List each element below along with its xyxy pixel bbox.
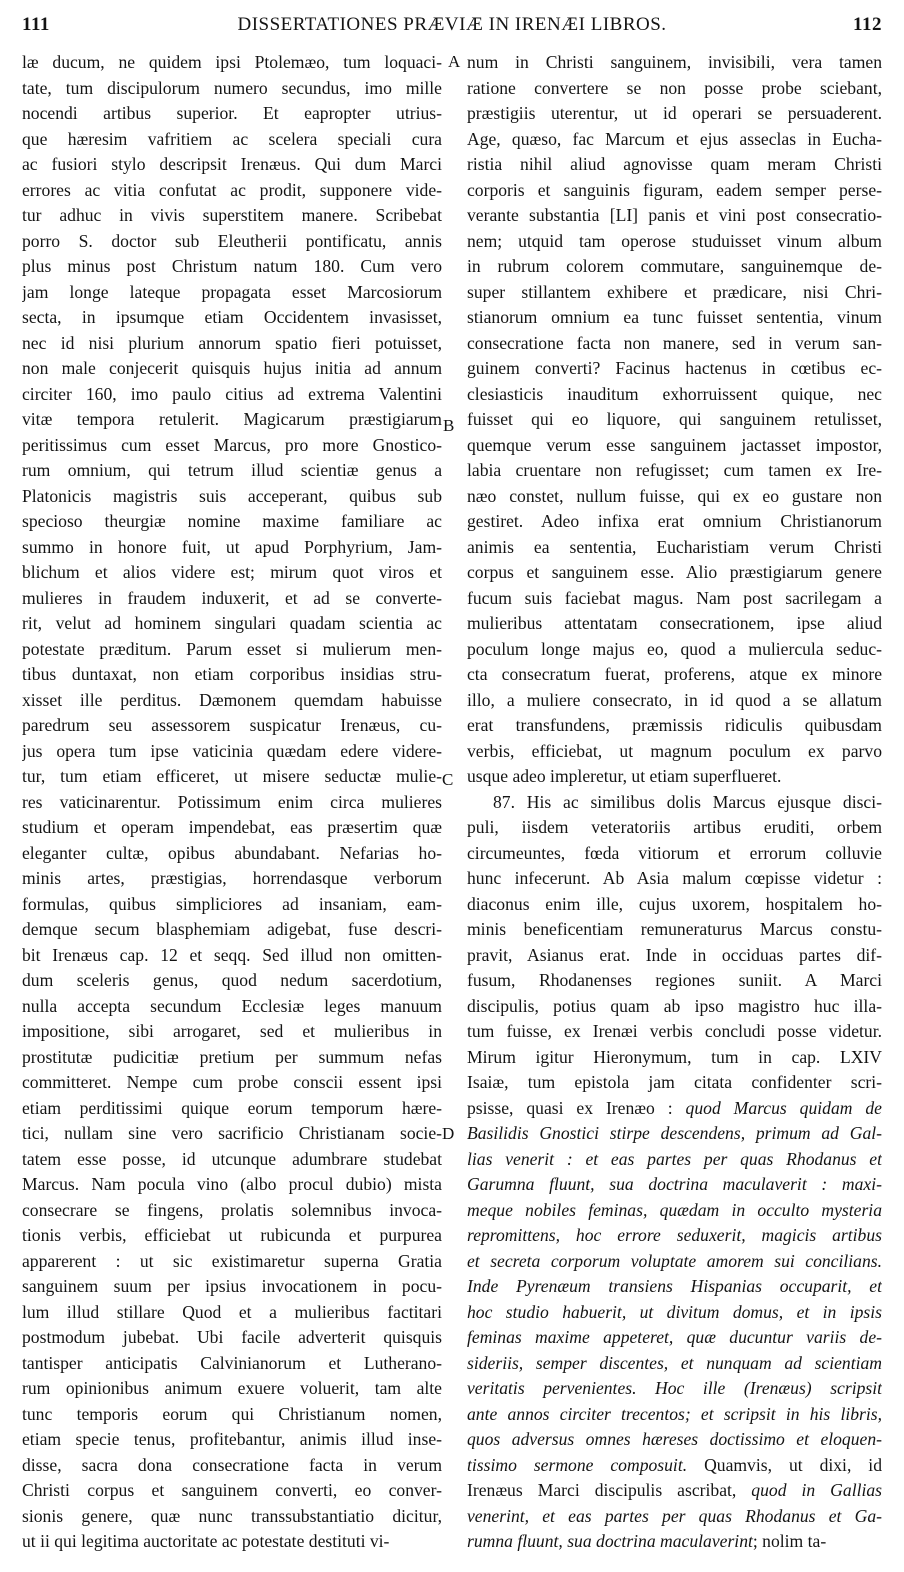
text-line: fucum suis faciebat magus. Nam post sacrilegam a — [467, 587, 882, 608]
text-line: ratione convertere se non posse probe sciebant, — [467, 77, 882, 98]
text-line: dum sceleris genus, quod nedum sacerdotium, — [22, 970, 442, 990]
text-line: sionis genere, quæ nunc transsubstantiatio dicitur, — [22, 1505, 442, 1526]
text-line: illo, a muliere consecrato, in id quod a se allatum — [467, 689, 882, 710]
text-line: secta, in ipsumque etiam Occidentem invasisset, — [22, 307, 442, 327]
italic-run: ante annos circiter trecentos; et scripsit in his libris, — [467, 1403, 882, 1424]
text-line: cta consecratum fuerat, proferens, atque ex minore — [467, 664, 882, 684]
text-line — [467, 1478, 882, 1504]
italic-run: venerint, et eas partes per quas Rhodanus et Ga- — [467, 1505, 882, 1526]
text-line — [467, 1376, 882, 1402]
text-line: ut ii qui legitima auctoritate ac potestate destituti vi- — [22, 1531, 390, 1551]
text-line: in rubrum colorem commutare, sanguinemque de- — [467, 256, 882, 276]
text-line: præstigiis uterentur, ut id operari se persuaderent. — [467, 103, 882, 123]
text-line: tantisper anticipatis Calvinianorum et Lutherano- — [22, 1352, 442, 1373]
text-line: bit Irenæus cap. 12 et seqq. Sed illud non omitten- — [22, 944, 442, 965]
text-line: nem; utquid tam operose studuisset vinum album — [467, 230, 882, 251]
text-line: Age, quæso, fac Marcum et ejus asseclas in Eucha- — [467, 128, 882, 149]
italic-run: quod in Gallias — [751, 1480, 882, 1500]
text-line: formulas, quibus simpliciores ad insaniam, eam- — [22, 893, 442, 914]
margin-marker-c: C — [442, 770, 454, 789]
text-line: que hæresim vafritiem ac scelera speciali cura — [22, 128, 442, 149]
text-line — [467, 1147, 882, 1173]
text-line: disse, sacra dona consecratione facta in verum — [22, 1454, 442, 1475]
text-line: tate, tum discipulorum numero secundus, imo mille — [22, 77, 442, 98]
italic-run: tissimo sermone composuit. — [467, 1454, 688, 1475]
text-line: paredrum seu assessorem suspicatur Irenæus, cu- — [22, 715, 442, 735]
right-column — [467, 50, 882, 1555]
text-line: porro S. doctor sub Eleutherii pontificatu, annis — [22, 230, 442, 251]
running-header — [22, 14, 882, 38]
text-line — [467, 1453, 882, 1479]
text-line: mulieribus attentatam consecrationem, ipse aliud — [467, 613, 882, 633]
italic-run: feminas maxime appeteret, quæ ducuntur variis de- — [467, 1327, 882, 1347]
text-run: ; nolim ta- — [752, 1531, 827, 1551]
text-line — [467, 1504, 882, 1530]
text-line: fuisset qui eo liquore, qui sanguinem retulisset, — [467, 409, 882, 429]
text-line: vitæ tempora retulerit. Magicarum præstigiarum — [22, 409, 442, 429]
text-line — [467, 1274, 882, 1300]
text-line: rum omnium, qui tetrum illud scientiæ genus a — [22, 460, 442, 480]
text-line: minis beneficentiam remuneraturus Marcus constu- — [467, 919, 882, 939]
text-line: fusum, Rhodanenses regiones suniit. A Marci — [467, 970, 882, 990]
text-line: tici, nullam sine vero sacrificio Christianam socie- — [22, 1123, 442, 1143]
text-line: studium et operam impendebat, eas præsertim quæ — [22, 817, 442, 837]
text-line: gestiret. Adeo infixa erat omnium Christianorum — [467, 511, 882, 531]
text-line: hunc infecerunt. Ab Asia malum cœpisse videtur : — [467, 868, 882, 888]
text-line: consecrare se fingens, prolatis solemnibus invoca- — [22, 1199, 442, 1220]
text-line: næo constet, nullum fuisse, qui ex eo gustare non — [467, 485, 882, 506]
text-line: circumeuntes, fœda vitiorum et errorum colluvie — [467, 842, 882, 863]
text-line: etiam specie tenus, profitebantur, animis illud inse- — [22, 1429, 442, 1449]
text-line: clesiasticis inauditum exhorruissent quique, nec — [467, 383, 882, 404]
text-line: super stillantem exhibere et prædicare, nisi Chri- — [467, 281, 882, 302]
text-line: tur, tum etiam efficeret, ut misere seductæ mulie- — [22, 766, 442, 786]
text-line: labia cruentare non refugisset; cum tamen ex Ire- — [467, 460, 882, 480]
text-line: puli, iisdem veteratoriis artibus eruditi, orbem — [467, 817, 882, 837]
text-line: xisset ille perditus. Dæmonem quemdam habuisse — [22, 689, 442, 710]
text-line: num in Christi sanguinem, invisibili, vera tamen — [467, 52, 882, 72]
text-line: committeret. Nempe cum probe conscii essent ipsi — [22, 1072, 442, 1092]
text-line: Mirum igitur Hieronymum, tum in cap. LXIV — [467, 1046, 882, 1067]
text-line: impositione, sibi arrogaret, sed et mulieribus in — [22, 1021, 442, 1041]
text-line: minis artes, præstigias, horrendasque verborum — [22, 868, 442, 888]
text-line: mulieres in fraudem induxerit, et ad se converte- — [22, 587, 442, 608]
text-line: non male conjecerit quisquis hujus initia ad annum — [22, 358, 442, 378]
text-line: ac fusiori stylo descripsit Irenæus. Qui dum Marci — [22, 154, 442, 174]
italic-run: Basilidis Gnostici stirpe descendens, primum ad Gal- — [467, 1123, 882, 1143]
text-line: errores ac vitia confutat ac prodit, supponere vide- — [22, 179, 442, 200]
text-line — [467, 1121, 882, 1147]
text-line: diaconus enim ille, cujus uxorem, hospitalem ho- — [467, 893, 882, 914]
text-line: 87. His ac similibus dolis Marcus ejusque disci- — [493, 791, 882, 812]
text-line: tur adhuc in vivis superstitem manere. Scribebat — [22, 205, 442, 225]
text-line: stianorum omnium ea tunc fuisset sententia, vinum — [467, 307, 882, 327]
margin-marker-a: A — [448, 52, 461, 71]
text-line: discipulis, potius quam ab ipso magistro huc illa- — [467, 995, 882, 1016]
text-line: eleganter cultæ, opibus abundabant. Nefarias ho- — [22, 842, 442, 863]
text-line: rit, velut ad hominem singulari quadam scientia ac — [22, 613, 442, 633]
text-line: pravit, Asianus erat. Inde in occiduas partes dif- — [467, 944, 882, 965]
text-line: etiam perditissimi quique eorum temporum hære- — [22, 1097, 442, 1118]
text-line: specioso theurgiæ nomine maxime familiare ac — [22, 511, 442, 531]
text-line — [467, 1096, 882, 1122]
text-line — [467, 1529, 882, 1555]
text-line: corpus et sanguinem esse. Alio præstigiarum genere — [467, 562, 882, 582]
text-line: guinem converti? Facinus hactenus in cœtibus ec- — [467, 358, 882, 378]
text-line: nulla accepta secundum Ecclesiæ leges manuum — [22, 995, 442, 1016]
text-line: potestate præditum. Parum esset si mulierum men- — [22, 638, 442, 659]
text-line: quemque verum esse sanguinem jactasset impostor, — [467, 434, 882, 455]
text-line: corporis et sanguinis figuram, eadem semper perse- — [467, 179, 882, 200]
text-line: sanguinem suum per ipsius invocationem in pocu- — [22, 1276, 442, 1296]
text-line: Christi corpus et sanguinem converti, eo conver- — [22, 1480, 442, 1500]
italic-run: sideriis, semper discentes, et nunquam ad scientiam — [467, 1352, 882, 1373]
text-line: usque adeo impleretur, ut etiam superflueret. — [467, 766, 782, 786]
italic-run: meque nobiles feminas, quædam in occulto mysteria — [467, 1199, 882, 1220]
text-line: blichum et alios videre est; mirum quot viros et — [22, 562, 442, 582]
text-line — [467, 1402, 882, 1428]
italic-run: hoc studio habuerit, ut divitum domus, et in ipsis — [467, 1301, 882, 1322]
text-line — [467, 1300, 882, 1326]
text-line — [467, 1427, 882, 1453]
text-line: verbis, efficiebat, ut magnum poculum ex parvo — [467, 740, 882, 761]
text-line: apparerent : ut sic existimaretur superna Gratia — [22, 1250, 442, 1271]
running-title: DISSERTATIONES PRÆVIÆ IN IRENÆI LIBROS. — [237, 14, 667, 35]
text-run: psisse, quasi ex Irenæo : — [467, 1097, 686, 1118]
text-line: summo in honore fuit, ut apud Porphyrium, Jam- — [22, 536, 442, 557]
text-line: prostitutæ pudicitiæ pretium per summum nefas — [22, 1046, 442, 1067]
italic-run: Garumna fluunt, sua doctrina maculaverit : maxi- — [467, 1174, 882, 1194]
text-line: peritissimus cum esset Marcus, pro more Gnostico- — [22, 434, 442, 455]
text-line: verante substantia [LI] panis et vini post consecratio- — [467, 205, 882, 225]
text-line: jus opera tum ipse vaticinia quædam edere videre- — [22, 740, 442, 761]
text-line — [467, 1325, 882, 1351]
text-line: Marcus. Nam pocula vino (albo procul dubio) mista — [22, 1174, 442, 1194]
text-line: ristia nihil aliud agnovisse quam meram Christi — [467, 154, 882, 174]
text-line: postmodum jubebat. Ubi facile adverterit quisquis — [22, 1327, 442, 1347]
text-line — [467, 1172, 882, 1198]
text-line: erat transfundens, præmissis ridiculis quibusdam — [467, 715, 882, 735]
text-run: Quamvis, ut dixi, id — [687, 1454, 882, 1475]
left-column — [22, 50, 442, 1555]
text-line: jam longe lateque propagata esset Marcosiorum — [22, 281, 442, 302]
italic-run: veritatis pervenientes. Hoc ille — [467, 1378, 744, 1398]
text-line: tibus duntaxat, non etiam corporibus insidias stru- — [22, 664, 442, 684]
text-line: Platonicis magistris suis acceperant, quibus sub — [22, 485, 442, 506]
text-line: nec id nisi plurium annorum spatio fieri potuisset, — [22, 332, 442, 353]
page-number-left: 111 — [22, 14, 50, 35]
text-line: tatem esse posse, id utcunque adumbrare studebat — [22, 1148, 442, 1169]
italic-run: quos adversus omnes hæreses doctissimo et eloquen- — [467, 1429, 882, 1449]
text-line: res vaticinarentur. Potissimum enim circa mulieres — [22, 791, 442, 812]
italic-run: lias venerit : et eas partes per quas Rhodanus et — [467, 1148, 882, 1169]
text-line — [467, 1223, 882, 1249]
text-line: consecratione facta non manere, sed in verum san- — [467, 332, 882, 353]
text-line — [467, 1198, 882, 1224]
text-line: tunc temporis eorum qui Christianum nomen, — [22, 1403, 442, 1424]
text-line: demque secum blasphemiam adigebat, fuse descri- — [22, 919, 442, 939]
text-run: Irenæus Marci discipulis ascribat, — [467, 1480, 752, 1500]
text-line: circiter 160, imo paulo citius ad extrema Valentini — [22, 383, 442, 404]
italic-run: quod Marcus quidam de — [685, 1097, 882, 1118]
text-line: plus minus post Christum natum 180. Cum vero — [22, 256, 442, 276]
italic-run: Inde Pyrenæum transiens Hispanias occuparit, et — [467, 1276, 882, 1296]
margin-marker-d: D — [442, 1124, 455, 1143]
text-line: animis ea sententia, Eucharistiam verum Christi — [467, 536, 882, 557]
text-line: lum illud stillare Quod et a mulieribus factitari — [22, 1301, 442, 1322]
text-line: tionis verbis, efficiebat ut rubicunda et purpurea — [22, 1225, 442, 1245]
text-line: Isaiæ, tum epistola jam citata confidenter scri- — [467, 1072, 882, 1092]
italic-run: rumna fluunt, sua doctrina maculaverint — [467, 1531, 753, 1551]
italic-run: repromittens, hoc errore seduxerit, magicis artibus — [467, 1225, 882, 1245]
page-number-right: 112 — [853, 14, 882, 35]
text-line: tum fuisse, ex Irenæi verbis concludi posse videtur. — [467, 1021, 882, 1041]
text-line: poculum longe majus eo, quod a muliercula seduc- — [467, 638, 882, 659]
text-line: læ ducum, ne quidem ipsi Ptolemæo, tum loquaci- — [22, 52, 442, 72]
text-line — [467, 1351, 882, 1377]
italic-run: et secreta corporum voluptate amorem sui concilians. — [467, 1250, 882, 1271]
text-line: rum opinionibus animum exuere voluerit, tam alte — [22, 1378, 442, 1398]
margin-marker-b: B — [443, 416, 455, 435]
text-line: nocendi artibus superior. Et eapropter utrius- — [22, 103, 442, 123]
text-run: (Irenæus) scripsit — [743, 1378, 882, 1398]
text-line — [467, 1249, 882, 1275]
